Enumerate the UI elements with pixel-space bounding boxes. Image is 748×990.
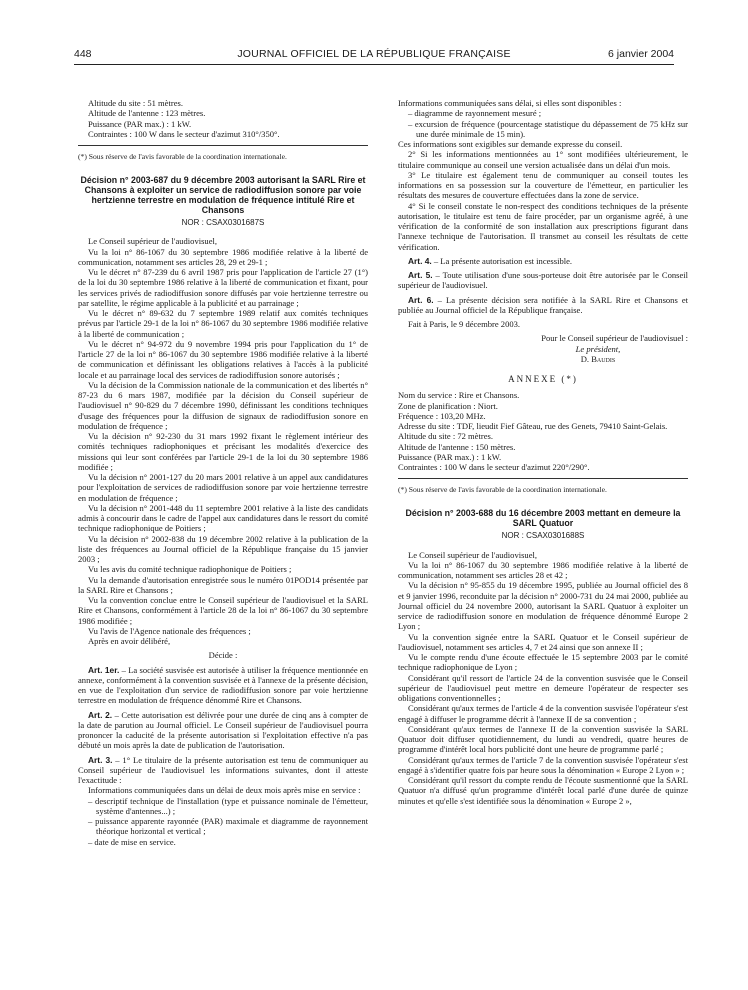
paragraph: Vu le décret n° 89-632 du 7 septembre 1989 relatif aux comités techniques prévus par l'article 29-1 de la loi n° 86-1067 du 30 septembre 1986 modifiée relative à la liberté de communication ; [78,308,368,339]
page-number: 448 [74,48,92,60]
decision2-title: Décision n° 2003-688 du 16 décembre 2003 mettant en demeure la SARL Quatuor [405,508,681,529]
paragraph: Vu le décret n° 87-239 du 6 avril 1987 pris pour l'application de l'article 27 (1°) de la loi du 30 septembre 1986 relative à la liberté de communication et fixant, pour les services privés de radiodiffusion sonore diffusés par voie hertzienne terrestre ou par satellite, le régime applicable à la publicité et au parrainage ; [78,267,368,308]
signature-role: Le président, [575,343,621,354]
paragraph: Vu le compte rendu d'une écoute effectuée le 15 septembre 2003 par le comité technique radiophonique de Lyon ; [398,652,688,673]
paragraph: Considérant qu'aux termes de l'article 7 de la convention susvisée l'opérateur s'est engagé à s'identifier quatre fois par heure sous la dénomination « Europe 2 Lyon » ; [398,754,688,775]
article-label: Art. 4. [408,255,432,266]
paragraph: Vu l'avis de l'Agence nationale des fréquences ; [88,625,251,636]
decision-title: Décision n° 2003-687 du 9 décembre 2003 autorisant la SARL Rire et Chansons à exploiter un service de radiodiffusion sonore par voie hertzienne terrestre en modulation de fréquence intitulé Rire et Chansons [80,175,366,215]
list-item: – excursion de fréquence (pourcentage statistique du dépassement de 75 kHz sur une durée minimale de 15 min). [408,118,688,139]
divider [78,145,368,146]
paragraph: Vu la convention conclue entre le Conseil supérieur de l'audiovisuel et la SARL Rire et Chansons, conformément à l'article 28 de la loi n° 86-1067 du 30 septembre 1986 modifiée ; [78,595,368,626]
article-text: – Toute utilisation d'une sous-porteuse doit être autorisée par le Conseil supérieur de l'audiovisuel. [398,270,688,291]
article-text: – La société susvisée est autorisée à utiliser la fréquence mentionnée en annexe, conformément à la convention susvisée et à l'annexe de la présente décision, en vue de l'exploitation d'un service de radiodiffusion sonore par voie hertzienne terrestre en modulation de fréquence dénommé Rire et Chansons. [78,664,368,706]
info-intro: Informations communiquées dans un délai de deux mois après mise en service : [88,785,361,796]
paragraph: Le Conseil supérieur de l'audiovisuel, [408,549,538,560]
paragraph: Vu les avis du comité technique radiophonique de Poitiers ; [88,564,292,575]
decide-heading: Décide : [208,650,238,661]
annexe-line: Zone de planification : Niort. [398,400,498,411]
article-label: Art. 1er. [88,664,120,675]
paragraph: Le Conseil supérieur de l'audiovisuel, [88,236,218,247]
list-item: – date de mise en service. [88,836,176,847]
article-1 [78,665,368,706]
paragraph: Vu le décret n° 94-972 du 9 novembre 1994 pris pour l'application du 1° de l'article 27 de la loi n° 86-1067 du 30 septembre 1986 modifiée relative à la liberté de communication et définissant les obligations relatives à l'accès à la publicité locale et au parrainage local des services de radiodiffusion sonore autorisés ; [78,338,368,380]
fait-a-paris: Fait à Paris, le 9 décembre 2003. [408,319,521,329]
article-6 [398,295,688,316]
info-intro: Informations communiquées sans délai, si elles sont disponibles : [398,98,622,108]
article-3 [78,755,368,786]
signature-block [398,333,688,364]
article-label: Art. 6. [408,294,434,305]
article-text: – 1° Le titulaire de la présente autorisation est tenu de communiquer au Conseil supérieur de l'audiovisuel les informations suivantes, dont il atteste l'exactitude : [78,754,368,785]
paragraph: Vu la décision n° 2002-838 du 19 décembre 2002 relative à la publication de la liste des fréquences au Journal officiel de la République française du 15 janvier 2003 ; [78,533,368,564]
intro-line: Altitude du site : 51 mètres. [88,98,183,108]
page-header [74,46,674,65]
list-item: – diagramme de rayonnement mesuré ; [408,108,542,119]
issue-date: 6 janvier 2004 [608,48,674,60]
paragraph: 3° Le titulaire est également tenu de communiquer au conseil toutes les informations en sa possession sur la couverture de l'émetteur, en particulier les résultats des mesures de couverture effectuées dans la zone de service. [398,169,688,201]
annexe-line: Nom du service : Rire et Chansons. [398,390,520,401]
paragraph: Considérant qu'aux termes de l'article 4 de la convention susvisée l'opérateur s'est engagé à diffuser le programme décrit à l'annexe II de sa convention ; [398,703,688,724]
article-label: Art. 5. [408,270,433,280]
paragraph: Considérant qu'aux termes de l'annexe II de la convention susvisée la SARL Quatuor doit diffuser quotidiennement, du lundi au vendredi, quatre heures de programme d'intérêt local hors publicité dont une heure de programme parlé ; [398,723,688,755]
intro-line: Puissance (PAR max.) : 1 kW. [88,118,192,129]
article-text: – La présente décision sera notifiée à la SARL Rire et Chansons et publiée au Journal officiel de la République française. [398,294,688,315]
annexe-line: Adresse du site : TDF, lieudit Fief Gâteau, rue des Genets, 79410 Saint-Gelais. [398,421,668,431]
annexe-line: Altitude de l'antenne : 150 mètres. [398,441,516,452]
footnote: (*) Sous réserve de l'avis favorable de la coordination internationale. [78,152,287,161]
paragraph: Vu la décision n° 2001-448 du 11 septembre 2001 relative à la liste des candidats admis à concourir dans le cadre de l'appel aux candidatures dans le ressort du comité technique radiophonique de Poitiers ; [78,502,368,534]
paragraph: Vu la convention signée entre la SARL Quatuor et le Conseil supérieur de l'audiovisuel, notamment ses articles 4, 7 et 24 ainsi que son annexe II ; [398,631,688,652]
left-column [78,98,368,847]
nor-reference: NOR : CSAX0301688S [501,531,585,541]
intro-line: Altitude de l'antenne : 123 mètres. [88,108,206,119]
paragraph: Après en avoir délibéré, [88,636,171,646]
article-text: – Cette autorisation est délivrée pour une durée de cinq ans à compter de la date de parution au Journal officiel. Le Conseil supérieur de l'audiovisuel pourra prononcer la caducité de la présente autorisation si l'exploitation effective n'a pas débuté un mois après la date de publication de l'autorisation. [78,709,368,751]
annexe-line: Puissance (PAR max.) : 1 kW. [398,451,502,462]
paragraph: Vu la décision n° 92-230 du 31 mars 1992 fixant le règlement intérieur des comités techniques radiophoniques et précisant les modalités d'exercice des missions qui leur sont conférées par l'article 29-1 de la loi du 30 septembre 1986 modifiée ; [78,431,368,472]
journal-title: JOURNAL OFFICIEL DE LA RÉPUBLIQUE FRANÇAISE [237,48,511,60]
annexe-line: Contraintes : 100 W dans le secteur d'azimut 220°/290°. [398,462,590,472]
paragraph: 4° Si le conseil constate le non-respect des conditions techniques de la présente autorisation, le titulaire est tenu de faire procéder, par un organisme agréé, à une vérification de la conformité de son installation aux prescriptions figurant dans l'annexe technique de l'autorisation. Il transmet au conseil les résultats de cette vérification. [398,200,688,252]
annexe-line: Fréquence : 103,20 MHz. [398,410,486,421]
paragraph: Vu la décision n° 2001-127 du 20 mars 2001 relative à un appel aux candidatures pour l'exploitation de services de radiodiffusion sonore par voie hertzienne terrestre en modulation de fréquence ; [78,472,368,503]
article-text: – La présente autorisation est incessible. [431,255,573,266]
paragraph: Vu la loi n° 86-1067 du 30 septembre 1986 modifiée relative à la liberté de communication, notamment ses articles 28, 29 et 29-1 ; [78,246,368,267]
paragraph: Vu la décision n° 95-855 du 19 décembre 1995, publiée au Journal officiel des 8 et 9 janvier 1996, reconduite par la décision n° 2000-731 du 24 mai 2000, publiée au Journal officiel du 24 novembre 2000, autorisant la SARL Quatuor à exploiter un service de radiodiffusion sonore en modulation de fréquence dénommé Europe 2 Lyon ; [398,580,688,632]
paragraph: Ces informations sont exigibles sur demande expresse du conseil. [398,139,623,149]
annexe-heading: ANNEXE (*) [508,374,578,384]
annexe-lines [398,390,688,472]
divider [398,478,688,479]
paragraph: Vu la loi n° 86-1067 du 30 septembre 1986 modifiée relative à la liberté de communication, notamment ses articles 28 et 42 ; [398,559,688,580]
article-5 [398,270,688,291]
article-label: Art. 2. [88,709,113,720]
signature-line: Pour le Conseil supérieur de l'audiovisuel : [541,333,688,344]
footnote: (*) Sous réserve de l'avis favorable de la coordination internationale. [398,485,607,495]
list-item: – descriptif technique de l'installation (type et puissance nominale de l'émetteur, système d'antennes...) ; [88,795,368,816]
article-2 [78,710,368,751]
intro-technical-lines [88,98,368,139]
annexe-line: Altitude du site : 72 mètres. [398,431,493,442]
nor-reference: NOR : CSAX0301687S [181,218,265,227]
right-column [398,98,688,806]
paragraph: Considérant qu'il ressort de l'article 24 de la convention susvisée que le Conseil supérieur de l'audiovisuel peut mettre en demeure l'opérateur de respecter ses obligations conventionnelles ; [398,672,688,703]
article-4 [398,256,688,266]
paragraph: Vu la décision de la Commission nationale de la communication et des libertés n° 87-23 du 6 mars 1987, modifiée par la décision du Conseil supérieur de l'audiovisuel n° 90-829 du 7 décembre 1990, définissant les conditions techniques d'usage des fréquences pour la diffusion de signaux de radiodiffusion sonore en modulation de fréquence ; [78,379,368,431]
paragraph: 2° Si les informations mentionnées au 1° sont modifiées ultérieurement, le titulaire communique au conseil une version actualisée dans un délai d'un mois. [398,149,688,170]
paragraph: Considérant qu'il ressort du compte rendu de l'écoute susmentionné que la SARL Quatuor n'a diffusé qu'un programme d'intérêt local parlé d'une durée de quinze minutes et qu'elle s'est identifiée sous la dénomination « Europe 2 », [398,775,688,806]
article-label: Art. 3. [88,754,113,765]
paragraph: Vu la demande d'autorisation enregistrée sous le numéro 01POD14 présentée par la SARL Rire et Chansons ; [78,574,368,595]
list-item: – puissance apparente rayonnée (PAR) maximale et diagramme de rayonnement théorique horizontal et vertical ; [88,816,368,837]
signature-name: D. Baudis [580,353,616,364]
intro-line: Contraintes : 100 W dans le secteur d'azimut 310°/350°. [88,128,280,139]
